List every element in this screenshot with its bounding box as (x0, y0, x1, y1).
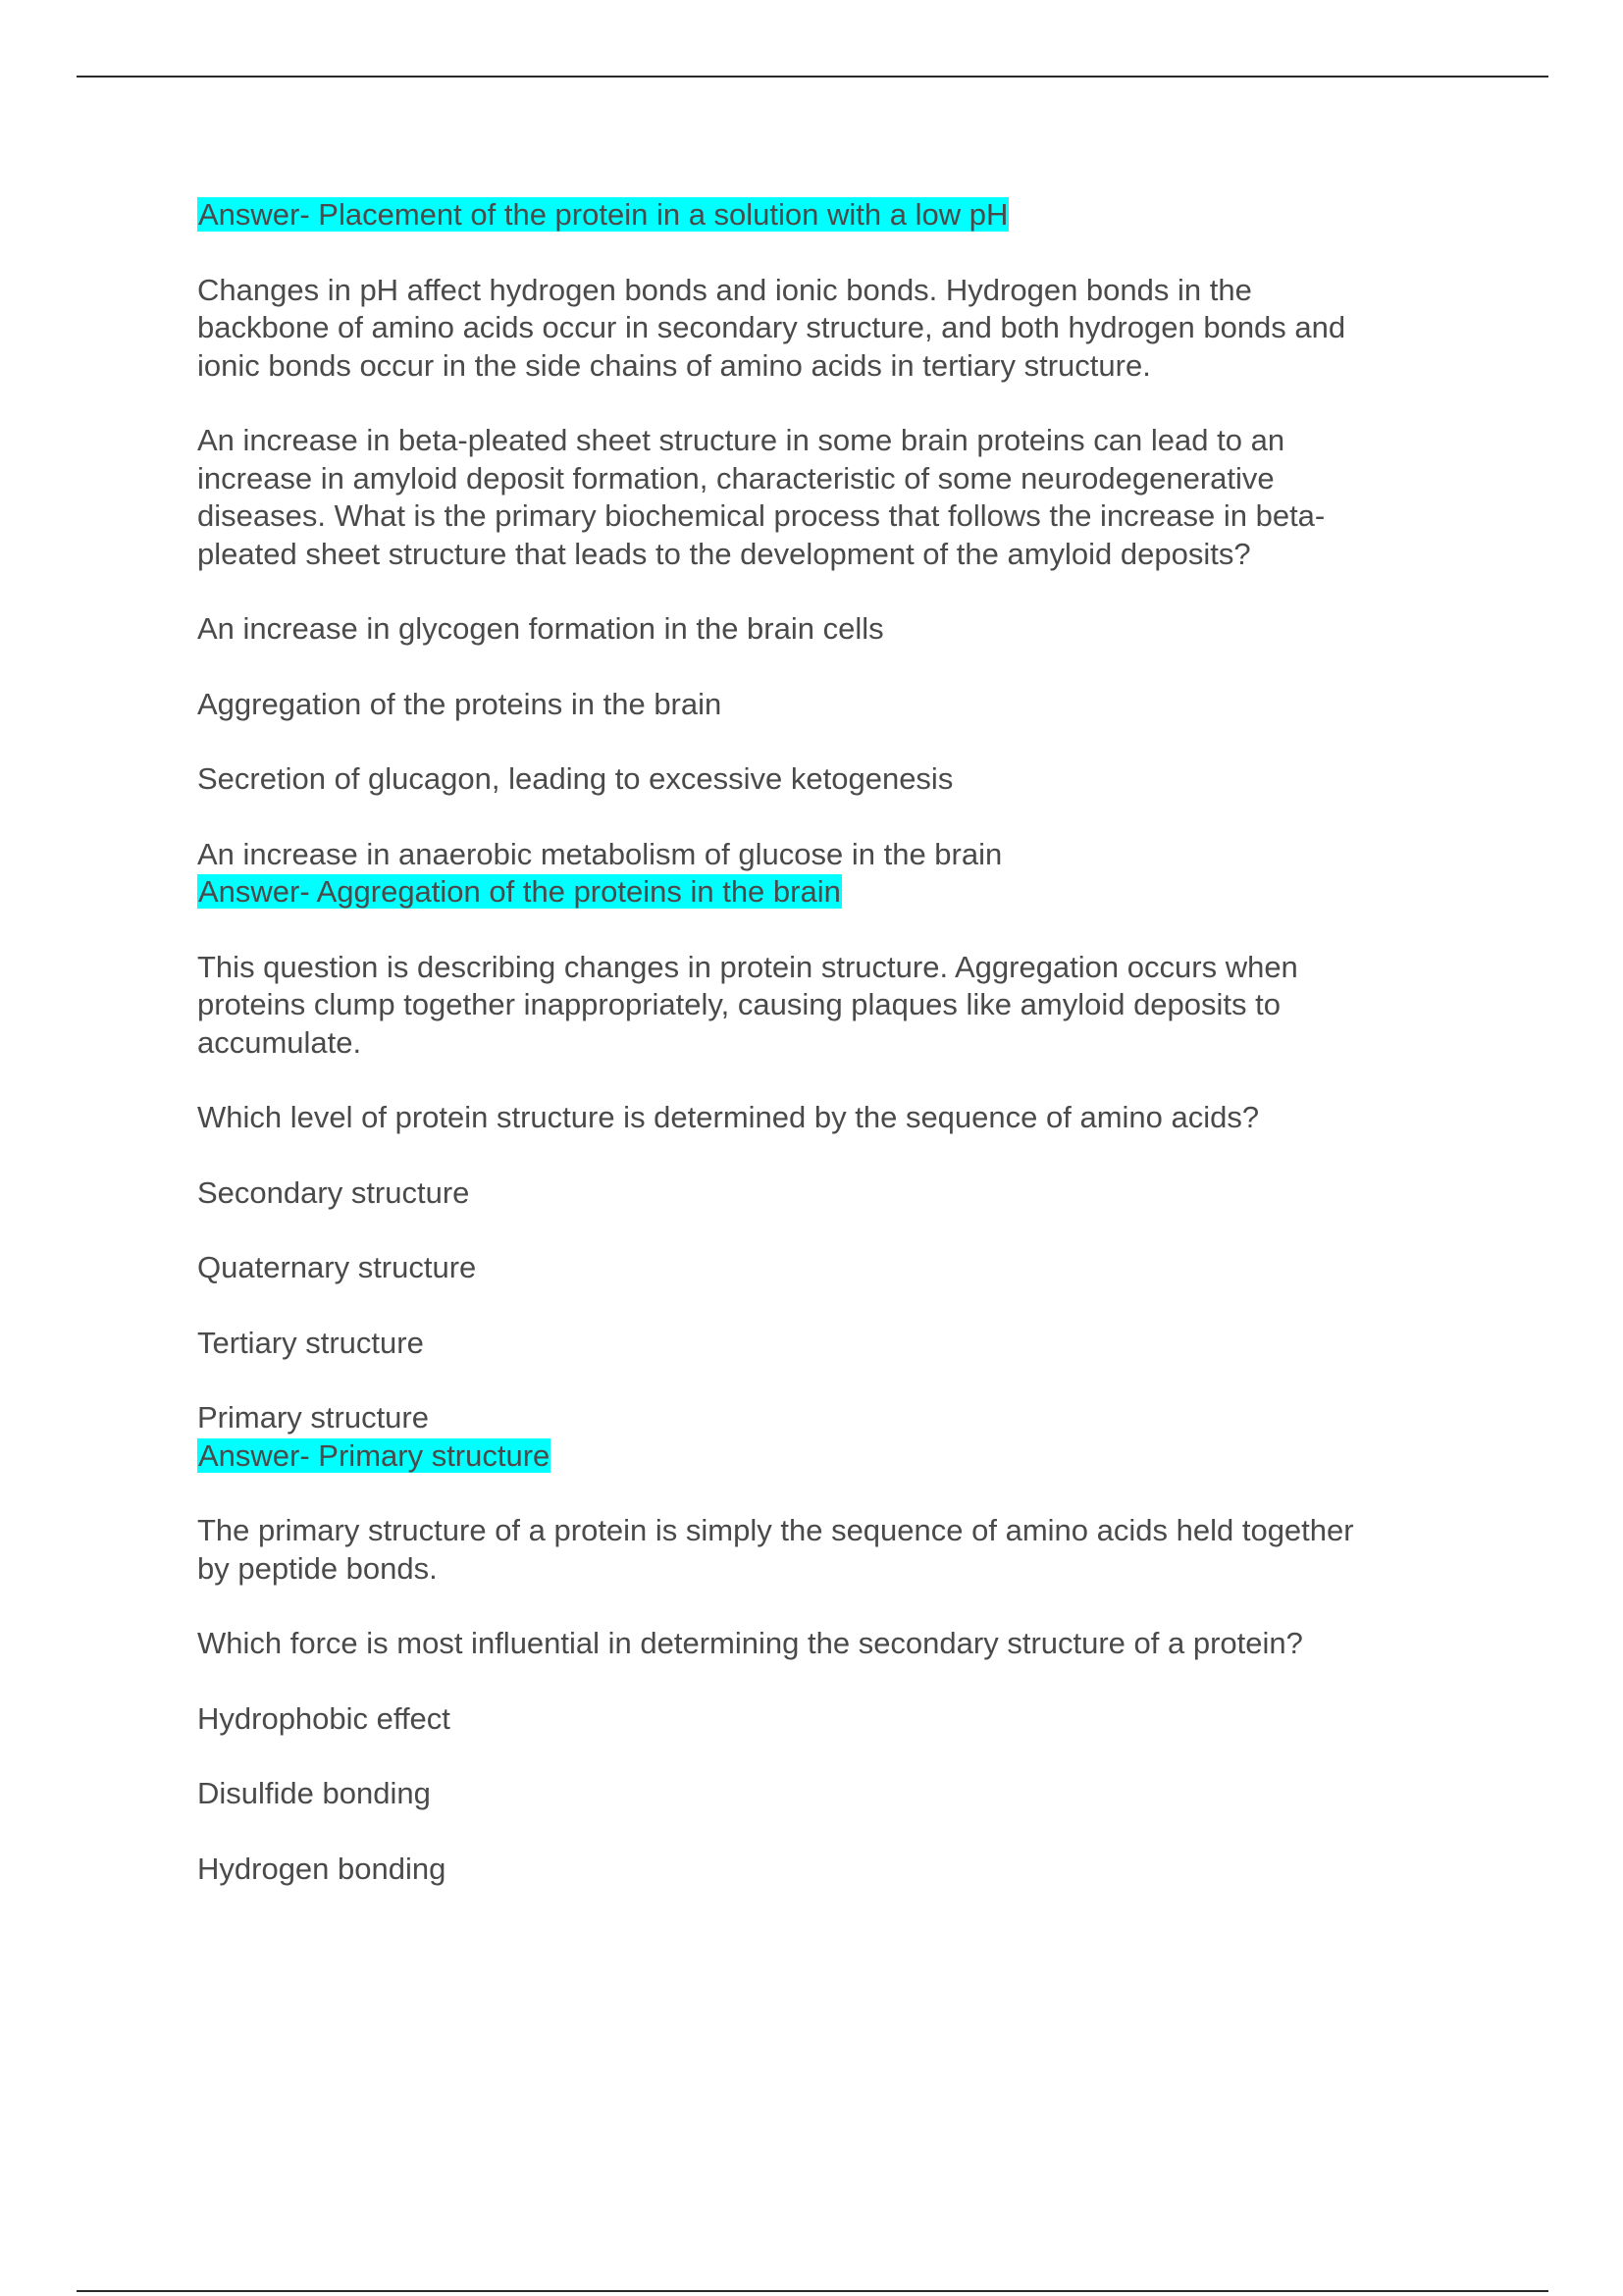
paragraph-line: increase in amyloid deposit formation, characteristic of some neurodegenerative (197, 460, 1275, 496)
answer-highlight: Answer- Primary structure (198, 1437, 550, 1473)
answer-option: An increase in glycogen formation in the brain cells (197, 611, 884, 646)
answer-block (197, 873, 1473, 912)
paragraph-line: ionic bonds occur in the side chains of amino acids in tertiary structure. (197, 347, 1151, 383)
answer-highlight: Answer- Placement of the protein in a solution with a low pH (198, 197, 1009, 232)
answer-block (197, 196, 1473, 235)
question-paragraph (197, 422, 1473, 573)
header-rule (77, 76, 1548, 78)
explanation-paragraph (197, 1512, 1473, 1588)
answer-option: Secondary structure (197, 1174, 470, 1210)
paragraph-line: The primary structure of a protein is simply the sequence of amino acids held together (197, 1513, 1354, 1547)
document-content (197, 196, 1473, 1925)
paragraph-line: This question is describing changes in protein structure. Aggregation occurs when (197, 949, 1298, 984)
answer-option: Hydrophobic effect (197, 1700, 450, 1736)
explanation-paragraph (197, 949, 1473, 1063)
paragraph-line: by peptide bonds. (197, 1550, 438, 1586)
paragraph-line: diseases. What is the primary biochemical process that follows the increase in beta- (197, 498, 1326, 533)
answer-highlight: Answer- Aggregation of the proteins in the brain (198, 874, 841, 909)
answer-option: Hydrogen bonding (197, 1851, 446, 1886)
answer-option: Primary structure (197, 1400, 429, 1435)
answer-option: Disulfide bonding (197, 1776, 431, 1810)
answer-option: An increase in anaerobic metabolism of glucose in the brain (197, 836, 1003, 871)
answer-option: Quaternary structure (197, 1250, 477, 1284)
answer-block (197, 1437, 1473, 1476)
paragraph-line: Which force is most influential in determining the secondary structure of a protein? (197, 1626, 1303, 1660)
paragraph-line: pleated sheet structure that leads to the development of the amyloid deposits? (197, 536, 1251, 571)
paragraph-line: proteins clump together inappropriately, causing plaques like amyloid deposits to (197, 987, 1281, 1021)
answer-option: Aggregation of the proteins in the brain (197, 686, 722, 721)
question-paragraph (197, 1625, 1473, 1663)
paragraph-line: Which level of protein structure is determined by the sequence of amino acids? (197, 1100, 1260, 1134)
answer-option: Secretion of glucagon, leading to excessive ketogenesis (197, 761, 954, 796)
explanation-paragraph (197, 272, 1473, 386)
paragraph-line: accumulate. (197, 1024, 362, 1060)
paragraph-line: backbone of amino acids occur in secondary structure, and both hydrogen bonds and (197, 310, 1346, 344)
question-paragraph (197, 1099, 1473, 1137)
paragraph-line: An increase in beta-pleated sheet structure in some brain proteins can lead to an (197, 423, 1285, 457)
paragraph-line: Changes in pH affect hydrogen bonds and ionic bonds. Hydrogen bonds in the (197, 272, 1252, 307)
answer-option: Tertiary structure (197, 1325, 424, 1360)
footer-rule (77, 2290, 1548, 2292)
